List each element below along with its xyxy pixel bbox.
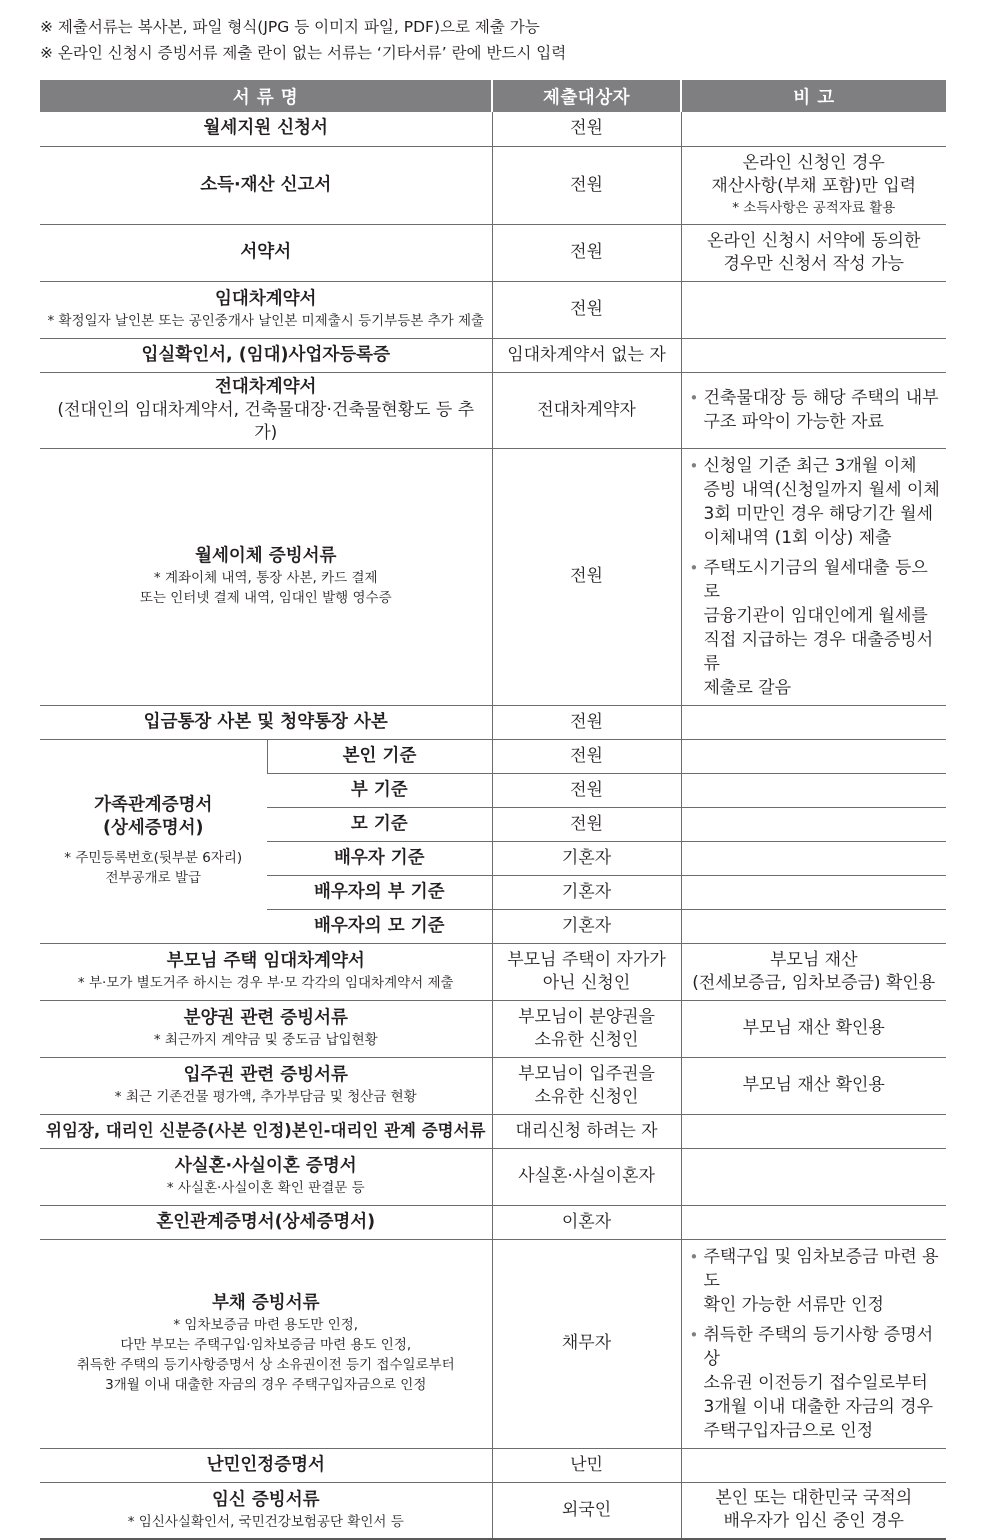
doc-cell-family bbox=[40, 739, 267, 943]
bullet-icon: • bbox=[689, 558, 699, 577]
header-document-name: 서 류 명 bbox=[40, 80, 492, 112]
remark-cell: 부모님 재산 확인용 bbox=[681, 1000, 946, 1057]
doc-title: 부모님 주택 임대차계약서 bbox=[166, 951, 365, 971]
doc-cell bbox=[40, 338, 492, 372]
subdoc-label: 배우자의 부 기준 bbox=[313, 881, 445, 902]
table-row bbox=[40, 943, 946, 1000]
table-row bbox=[40, 1239, 946, 1448]
doc-title: 임대차계약서 bbox=[215, 289, 317, 309]
subdoc-cell bbox=[267, 739, 492, 773]
subdoc-cell bbox=[267, 773, 492, 807]
doc-subnote: * 계좌이체 내역, 통장 사본, 카드 결제 또는 인터넷 결제 내역, 임대인 발행 영수증 bbox=[139, 570, 392, 606]
remark-cell bbox=[681, 338, 946, 372]
target-cell: 임대차계약서 없는 자 bbox=[492, 338, 681, 372]
doc-subnote: * 사실혼·사실이혼 확인 판결문 등 bbox=[166, 1180, 365, 1196]
target-cell: 기혼자 bbox=[492, 841, 681, 875]
subdoc-label: 부 기준 bbox=[350, 779, 408, 800]
remark-cell bbox=[681, 448, 946, 705]
doc-subnote: * 부·모가 별도거주 하시는 경우 부·모 각각의 임대차계약서 제출 bbox=[77, 975, 454, 991]
subdoc-label: 배우자의 모 기준 bbox=[313, 915, 445, 936]
doc-title: 월세지원 신청서 bbox=[203, 118, 328, 139]
remark-subnote: * 소득사항은 공적자료 활용 bbox=[732, 200, 896, 216]
subdoc-cell bbox=[267, 841, 492, 875]
doc-cell bbox=[40, 146, 492, 224]
doc-cell bbox=[40, 1148, 492, 1205]
doc-cell bbox=[40, 281, 492, 338]
doc-subnote: * 주민등록번호(뒷부분 6자리) 전부공개로 발급 bbox=[64, 850, 243, 886]
bullet-icon: • bbox=[689, 389, 699, 407]
target-cell: 전원 bbox=[492, 448, 681, 705]
doc-title: 소득·재산 신고서 bbox=[200, 174, 332, 195]
target-cell: 난민 bbox=[492, 1448, 681, 1482]
doc-title: 부채 증빙서류 bbox=[211, 1293, 320, 1313]
doc-title: 가족관계증명서 (상세증명서) bbox=[94, 795, 213, 838]
doc-cell bbox=[40, 1448, 492, 1482]
subdoc-cell bbox=[267, 875, 492, 909]
table-row bbox=[40, 112, 946, 146]
doc-cell bbox=[40, 1205, 492, 1239]
table-row bbox=[40, 1000, 946, 1057]
bullet-icon: • bbox=[689, 1325, 699, 1344]
remark-cell: 부모님 재산 (전세보증금, 임차보증금) 확인용 bbox=[681, 943, 946, 1000]
table-row bbox=[40, 1205, 946, 1239]
target-cell: 전원 bbox=[492, 773, 681, 807]
subdoc-cell bbox=[267, 909, 492, 943]
target-cell: 외국인 bbox=[492, 1482, 681, 1539]
remark-cell bbox=[681, 1114, 946, 1148]
doc-title: 전대차계약서 bbox=[215, 376, 317, 397]
table-row bbox=[40, 372, 946, 448]
remark-cell bbox=[681, 372, 946, 448]
doc-cell bbox=[40, 1482, 492, 1539]
remark-cell bbox=[681, 281, 946, 338]
target-cell: 전원 bbox=[492, 281, 681, 338]
doc-title-detail: (전대인의 임대차계약서, 건축물대장·건축물현황도 등 추가) bbox=[57, 399, 475, 443]
target-cell: 부모님이 입주권을 소유한 신청인 bbox=[492, 1057, 681, 1114]
remark-cell bbox=[681, 841, 946, 875]
doc-subnote: * 확정일자 날인본 또는 공인중개사 날인본 미제출시 등기부등본 추가 제출 bbox=[47, 313, 485, 329]
doc-title: 분양권 관련 증빙서류 bbox=[183, 1008, 348, 1028]
note-line: ※ 온라인 신청시 증빙서류 제출 란이 없는 서류는 ‘기타서류’ 란에 반드시 입력 bbox=[40, 44, 567, 62]
target-cell: 전원 bbox=[492, 224, 681, 281]
target-cell: 기혼자 bbox=[492, 875, 681, 909]
table-row bbox=[40, 224, 946, 281]
doc-subnote: * 최근 기존건물 평가액, 추가부담금 및 청산금 현황 bbox=[114, 1089, 417, 1105]
doc-title: 난민인정증명서 bbox=[206, 1454, 325, 1475]
doc-title: 위임장, 대리인 신분증(사본 인정)본인-대리인 관계 증명서류 bbox=[46, 1121, 486, 1140]
table-row bbox=[40, 146, 946, 224]
header-remark: 비 고 bbox=[681, 80, 946, 112]
bullet-text: 취득한 주택의 등기사항 증명서 상 소유권 이전등기 접수일로부터 3개월 이내 대출한 자금의 경우 주택구입자금으로 인정 bbox=[703, 1324, 934, 1441]
remark-text: 온라인 신청인 경우 재산사항(부채 포함)만 입력 bbox=[711, 153, 917, 196]
doc-title: 입실확인서, (임대)사업자등록증 bbox=[141, 344, 390, 365]
doc-cell bbox=[40, 448, 492, 705]
documents-table bbox=[40, 80, 946, 1540]
doc-cell bbox=[40, 1114, 492, 1148]
doc-title: 입주권 관련 증빙서류 bbox=[183, 1065, 348, 1085]
remark-cell bbox=[681, 146, 946, 224]
notes-block bbox=[40, 14, 566, 66]
table-row bbox=[40, 448, 946, 705]
doc-cell bbox=[40, 1239, 492, 1448]
doc-subnote: * 임차보증금 마련 용도만 인정, 다만 부모는 주택구입·임차보증금 마련 용도 인정, 취득한 주택의 등기사항증명서 상 소유권이전 등기 접수일로부터 3개월 이내 대출한 자금의 경우 주택구입자금으로 인정 bbox=[76, 1317, 455, 1393]
doc-title: 서약서 bbox=[240, 242, 292, 262]
table-row bbox=[40, 281, 946, 338]
target-cell: 부모님 주택이 자가가 아닌 신청인 bbox=[492, 943, 681, 1000]
remark-cell bbox=[681, 739, 946, 773]
note-line: ※ 제출서류는 복사본, 파일 형식(JPG 등 이미지 파일, PDF)으로 제출 가능 bbox=[40, 18, 540, 36]
table-row bbox=[40, 1448, 946, 1482]
target-cell: 부모님이 분양권을 소유한 신청인 bbox=[492, 1000, 681, 1057]
bullet-text: 신청일 기준 최근 3개월 이체 증빙 내역(신청일까지 월세 이체 3회 미만인 경우 해당기간 월세 이체내역 (1회 이상) 제출 bbox=[703, 455, 940, 548]
target-cell: 대리신청 하려는 자 bbox=[492, 1114, 681, 1148]
target-cell: 채무자 bbox=[492, 1239, 681, 1448]
doc-title: 혼인관계증명서(상세증명서) bbox=[156, 1211, 376, 1232]
target-cell: 전대차계약자 bbox=[492, 372, 681, 448]
doc-cell bbox=[40, 943, 492, 1000]
remark-cell bbox=[681, 705, 946, 739]
doc-cell bbox=[40, 1000, 492, 1057]
table-row bbox=[40, 338, 946, 372]
doc-title: 사실혼·사실이혼 증명서 bbox=[174, 1156, 357, 1176]
bullet-text: 주택도시기금의 월세대출 등으로 금융기관이 임대인에게 월세를 직접 지급하는 경우 대출증빙서류 제출로 갈음 bbox=[703, 557, 934, 698]
remark-bullet bbox=[690, 556, 941, 700]
remark-cell bbox=[681, 1448, 946, 1482]
doc-title: 월세이체 증빙서류 bbox=[195, 546, 337, 566]
remark-cell bbox=[681, 909, 946, 943]
doc-subnote: * 임신사실확인서, 국민건강보험공단 확인서 등 bbox=[127, 1513, 404, 1530]
table-row bbox=[40, 1482, 946, 1539]
target-cell: 이혼자 bbox=[492, 1205, 681, 1239]
doc-subnote: * 최근까지 계약금 및 중도금 납입현황 bbox=[153, 1032, 378, 1048]
table-row bbox=[40, 739, 946, 773]
remark-cell bbox=[681, 807, 946, 841]
subdoc-label: 본인 기준 bbox=[342, 745, 417, 766]
remark-cell bbox=[681, 875, 946, 909]
remark-cell bbox=[681, 224, 946, 281]
doc-cell bbox=[40, 1057, 492, 1114]
remark-bullet bbox=[690, 1245, 941, 1317]
target-cell: 전원 bbox=[492, 807, 681, 841]
remark-bullet bbox=[690, 386, 941, 434]
remark-bullet bbox=[690, 454, 941, 550]
doc-cell bbox=[40, 705, 492, 739]
subdoc-label: 배우자 기준 bbox=[333, 847, 425, 868]
remark-cell bbox=[681, 112, 946, 146]
remark-bullet bbox=[690, 1323, 941, 1443]
bullet-icon: • bbox=[689, 1247, 699, 1266]
table-row bbox=[40, 1057, 946, 1114]
bullet-text: 건축물대장 등 해당 주택의 내부 구조 파악이 가능한 자료 bbox=[703, 388, 939, 432]
target-cell: 전원 bbox=[492, 112, 681, 146]
target-cell: 기혼자 bbox=[492, 909, 681, 943]
table-row bbox=[40, 1114, 946, 1148]
doc-cell bbox=[40, 224, 492, 281]
target-cell: 사실혼·사실이혼자 bbox=[492, 1148, 681, 1205]
remark-cell: 본인 또는 대한민국 국적의 배우자가 임신 중인 경우 bbox=[681, 1482, 946, 1539]
target-cell: 전원 bbox=[492, 146, 681, 224]
remark-cell bbox=[681, 1205, 946, 1239]
bullet-icon: • bbox=[689, 456, 699, 475]
doc-title: 임신 증빙서류 bbox=[211, 1489, 320, 1510]
remark-cell bbox=[681, 773, 946, 807]
remark-text: 온라인 신청시 서약에 동의한 경우만 신청서 작성 가능 bbox=[707, 230, 921, 274]
doc-title: 입금통장 사본 및 청약통장 사본 bbox=[143, 711, 388, 732]
target-cell: 전원 bbox=[492, 739, 681, 773]
remark-cell bbox=[681, 1148, 946, 1205]
table-row bbox=[40, 1148, 946, 1205]
bullet-text: 주택구입 및 임차보증금 마련 용도 확인 가능한 서류만 인정 bbox=[703, 1246, 939, 1315]
table-row bbox=[40, 705, 946, 739]
table-header-row bbox=[40, 80, 946, 112]
doc-cell bbox=[40, 372, 492, 448]
doc-cell bbox=[40, 112, 492, 146]
remark-cell bbox=[681, 1239, 946, 1448]
subdoc-cell bbox=[267, 807, 492, 841]
header-target: 제출대상자 bbox=[492, 80, 681, 112]
remark-cell: 부모님 재산 확인용 bbox=[681, 1057, 946, 1114]
subdoc-label: 모 기준 bbox=[350, 813, 408, 834]
target-cell: 전원 bbox=[492, 705, 681, 739]
